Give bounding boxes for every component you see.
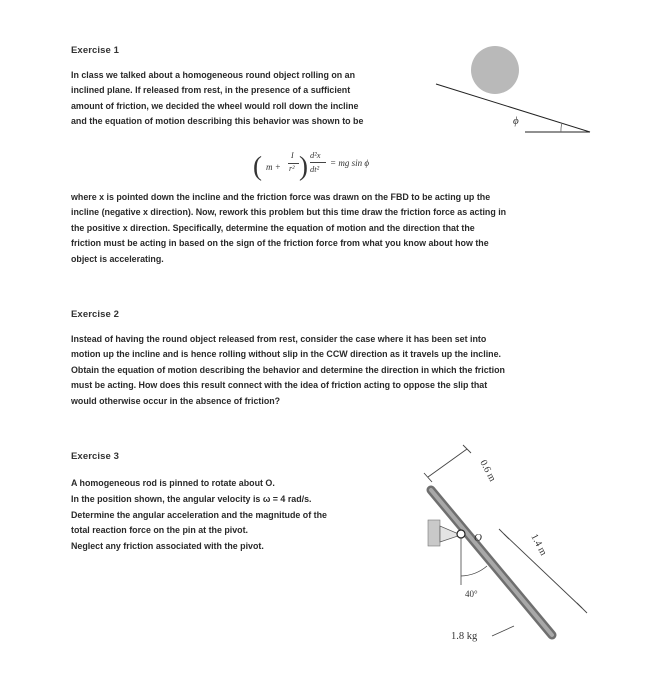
pin-label: O xyxy=(474,532,482,544)
text-line: the positive x direction. Specifically, determine the equation of motion and the direction that the xyxy=(71,222,475,233)
eq-i: I xyxy=(291,151,294,160)
dimension-tick xyxy=(424,473,432,482)
paren-left: ( xyxy=(253,151,262,181)
text-line: Neglect any friction associated with the pivot. xyxy=(71,541,264,552)
dimension-tick xyxy=(577,603,587,613)
text-line: friction must be acting in based on the sign of the friction force from what you know about how the xyxy=(71,238,489,249)
fraction-bar xyxy=(310,162,326,163)
exercise-2-heading: Exercise 2 xyxy=(71,309,120,320)
text-line: Determine the angular acceleration and the magnitude of the xyxy=(71,509,327,520)
text-line: must be acting. How does this result connect with the idea of friction acting to oppose the slip that xyxy=(71,380,488,391)
eq-d2x: d²x xyxy=(310,150,321,160)
exercise-1-task xyxy=(71,190,506,267)
text-line: incline (negative x direction). Now, rework this problem but this time draw the friction force as acting in xyxy=(71,207,507,218)
angle-arc xyxy=(561,123,562,132)
eq-rhs: = mg sin ϕ xyxy=(330,158,369,168)
angle-label: ϕ xyxy=(513,115,519,127)
text-line: amount of friction, we decided the wheel would roll down the incline xyxy=(71,100,359,111)
exercise-3-body xyxy=(71,476,327,555)
text-line: total reaction force on the pin at the pivot. xyxy=(71,525,249,536)
exercise-1-intro xyxy=(71,68,363,130)
text-line: would otherwise occur in the absence of friction? xyxy=(71,395,281,406)
dimension-label-short: 0.6 m xyxy=(477,458,498,484)
text-line: where x is pointed down the incline and the friction force was drawn on the FBD to be acting up the xyxy=(71,192,491,202)
dimension-label-long: 1.4 m xyxy=(528,532,549,558)
eq-r2: r² xyxy=(289,164,295,173)
paren-right: ) xyxy=(299,151,308,181)
rolling-wheel xyxy=(471,46,519,94)
dimension-tick xyxy=(499,529,509,539)
exercise-2-body xyxy=(71,332,505,409)
mass-leader-line xyxy=(492,626,514,636)
angle-label: 40° xyxy=(465,589,478,599)
text-line: In the position shown, the angular velocity is ω = 4 rad/s. xyxy=(71,493,312,504)
exercise-1-heading: Exercise 1 xyxy=(71,45,120,56)
incline-figure xyxy=(430,38,600,138)
text-line: In class we talked about a homogeneous round object rolling on an xyxy=(71,70,356,80)
dimension-line-short xyxy=(428,449,467,477)
text-line: object is accelerating. xyxy=(71,253,164,264)
angle-arc xyxy=(461,566,487,576)
text-line: motion up the incline and is hence rolling without slip in the CCW direction as it travels up the incline. xyxy=(71,349,501,360)
text-line: and the equation of motion describing this behavior was shown to be xyxy=(71,116,364,127)
eq-m-plus: m + xyxy=(266,162,281,172)
text-line: Obtain the equation of motion describing the behavior and determine the direction in which the friction xyxy=(71,364,505,375)
dimension-tick xyxy=(463,445,471,453)
text-line: Instead of having the round object released from rest, consider the case where it has been set into xyxy=(71,334,487,344)
exercise-3-heading: Exercise 3 xyxy=(71,451,120,462)
wall-support xyxy=(428,520,440,546)
pivot-pin xyxy=(457,530,465,538)
eq-dt2: dt² xyxy=(310,164,320,174)
mass-label: 1.8 kg xyxy=(451,631,478,642)
rod-figure xyxy=(410,440,610,660)
text-line: inclined plane. If released from rest, in the presence of a sufficient xyxy=(71,85,351,96)
text-line: A homogeneous rod is pinned to rotate about O. xyxy=(71,478,275,488)
equation-of-motion xyxy=(253,149,423,189)
